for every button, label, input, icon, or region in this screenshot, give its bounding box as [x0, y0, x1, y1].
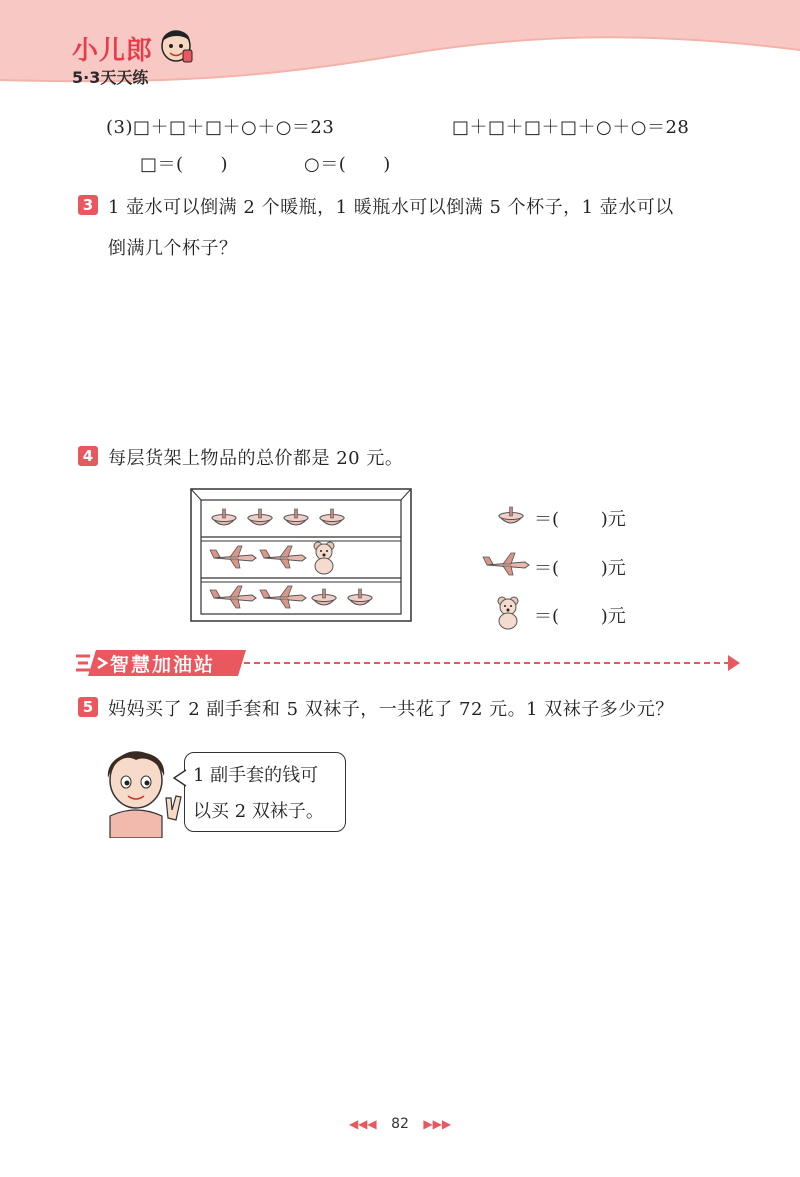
page-number-value: 82: [391, 1116, 409, 1132]
banner-arrow-icon: [728, 655, 740, 671]
hint-speech-bubble: [184, 752, 346, 832]
teddy-bear-icon: [490, 594, 526, 632]
brand-name: 小儿郎: [72, 36, 154, 66]
thinking-boy-icon: [96, 738, 188, 838]
equation-2: □＋□＋□＋□＋○＋○＝28: [452, 117, 690, 138]
q5-text: 妈妈买了 2 副手套和 5 双袜子，一共花了 72 元。1 双袜子多少元？: [108, 699, 674, 720]
price-answer-airplane[interactable]: ＝( )元: [534, 558, 626, 579]
airplane-icon: [482, 550, 532, 580]
goods-shelf: [190, 488, 412, 622]
brand-logo: [72, 30, 153, 88]
section-title: 智慧加油站: [110, 654, 216, 676]
banner-dash-line: [244, 662, 730, 664]
answer-circle[interactable]: ○＝( ): [304, 154, 391, 175]
question-number-5: 5: [78, 697, 98, 717]
question-number-3: 3: [78, 195, 98, 215]
equation-1: (3)□＋□＋□＋○＋○＝23: [106, 117, 335, 138]
hint-line-1: 1 副手套的钱可: [193, 765, 319, 786]
price-answer-teddy-bear[interactable]: ＝( )元: [534, 606, 626, 627]
q3-text-line1: 1 壶水可以倒满 2 个暖瓶，1 暖瓶水可以倒满 5 个杯子，1 壶水可以: [108, 197, 674, 218]
answer-square[interactable]: □＝( ): [140, 154, 229, 175]
price-row-spinning-top: [478, 497, 678, 537]
brand-subtitle: 5·3天天练: [72, 68, 149, 87]
spinning-top-icon: [494, 501, 528, 531]
hint-line-2: 以买 2 双袜子。: [193, 801, 324, 822]
q4-text: 每层货架上物品的总价都是 20 元。: [108, 448, 404, 469]
price-row-teddy-bear: [478, 594, 678, 634]
q3-answer-area[interactable]: [100, 270, 740, 430]
mascot-boy-icon: [156, 22, 196, 72]
price-answer-spinning-top[interactable]: ＝( )元: [534, 509, 626, 530]
q3-text-line2: 倒满几个杯子？: [108, 238, 238, 259]
right-arrows-icon: ▶▶▶: [423, 1117, 452, 1131]
page-number: [340, 1116, 460, 1132]
q5-answer-area[interactable]: [100, 850, 740, 1090]
bubble-tail: [172, 768, 188, 788]
left-arrows-icon: ◀◀◀: [348, 1117, 377, 1131]
price-row-airplane: [478, 546, 678, 586]
question-number-4: 4: [78, 446, 98, 466]
